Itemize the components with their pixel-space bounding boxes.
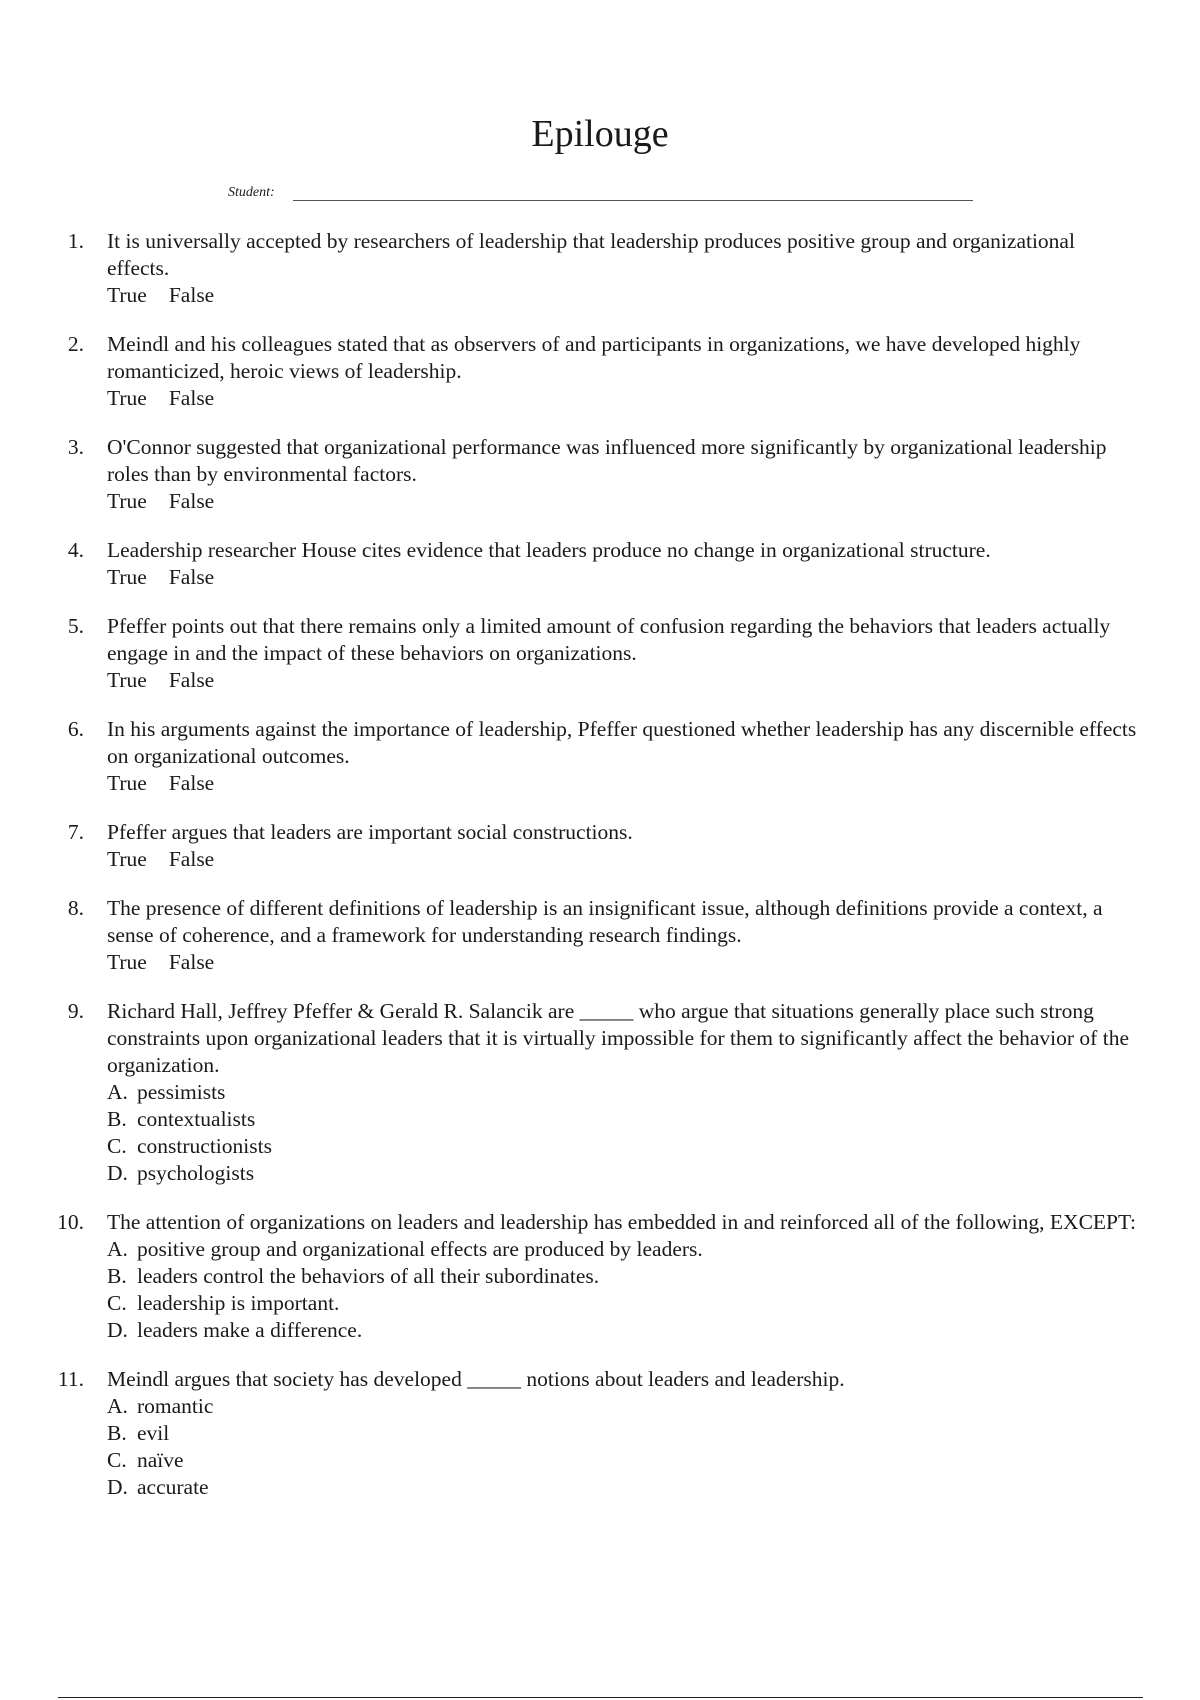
answer-option-letter: D.: [107, 1161, 128, 1185]
answer-option-text: leaders make a difference.: [137, 1318, 363, 1342]
question-number: 1.: [67, 229, 84, 253]
question-number: 5.: [67, 614, 84, 638]
question-list: [0, 228, 1200, 1523]
question-item: [0, 1366, 1200, 1501]
false-option[interactable]: False: [168, 489, 215, 513]
answer-option-letter: D.: [107, 1318, 128, 1342]
question-body: [107, 716, 1137, 797]
answer-option-text: positive group and organizational effects are produced by leaders.: [137, 1237, 703, 1261]
answer-option-letter: A.: [107, 1080, 128, 1104]
question-item: [0, 895, 1200, 976]
question-item: [0, 716, 1200, 797]
true-false-options: [107, 949, 1137, 976]
question-item: [0, 434, 1200, 515]
answer-option[interactable]: [107, 1317, 1137, 1344]
answer-option-text: naïve: [137, 1448, 184, 1472]
answer-option[interactable]: [107, 1474, 1137, 1501]
false-option[interactable]: False: [168, 950, 215, 974]
true-false-options: [107, 282, 1137, 309]
question-text: Meindl and his colleagues stated that as observers of and participants in organizations, we have developed highly romanticized, heroic views of leadership.: [107, 332, 1081, 383]
question-item: [0, 1209, 1200, 1344]
question-text: Richard Hall, Jeffrey Pfeffer & Gerald R. Salancik are _____ who argue that situations generally place such strong constraints upon organizational leaders that it is virtually impossible for them to significantly affect the behavior of the organization.: [107, 999, 1129, 1077]
question-number: 4.: [67, 538, 84, 562]
question-body: [107, 819, 1137, 873]
question-body: [107, 1209, 1137, 1344]
answer-option-letter: B.: [107, 1421, 127, 1445]
question-item: [0, 613, 1200, 694]
answer-option-letter: B.: [107, 1107, 127, 1131]
answer-option-letter: C.: [107, 1134, 127, 1158]
answer-option[interactable]: [107, 1236, 1137, 1263]
answer-option-text: leaders control the behaviors of all their subordinates.: [137, 1264, 600, 1288]
question-text: It is universally accepted by researchers of leadership that leadership produces positive group and organizational effects.: [107, 229, 1075, 280]
true-false-options: [107, 667, 1137, 694]
question-item: [0, 819, 1200, 873]
answer-option[interactable]: [107, 1447, 1137, 1474]
question-body: [107, 1366, 1137, 1501]
false-option[interactable]: False: [168, 771, 215, 795]
answer-option[interactable]: [107, 1263, 1137, 1290]
answer-option-letter: A.: [107, 1237, 128, 1261]
question-item: [0, 998, 1200, 1187]
question-body: [107, 895, 1137, 976]
question-body: [107, 998, 1137, 1187]
answer-option-text: constructionists: [137, 1134, 272, 1158]
question-number: 6.: [67, 717, 84, 741]
question-text: O'Connor suggested that organizational performance was influenced more significantly by organizational leadership roles than by environmental factors.: [107, 435, 1107, 486]
answer-option-letter: A.: [107, 1394, 128, 1418]
true-option[interactable]: True: [107, 668, 147, 692]
true-option[interactable]: True: [107, 771, 147, 795]
question-text: Meindl argues that society has developed _____ notions about leaders and leadership.: [107, 1367, 845, 1391]
footer-divider: [58, 1697, 1143, 1698]
answer-option[interactable]: [107, 1133, 1137, 1160]
answer-option-text: evil: [137, 1421, 170, 1445]
true-option[interactable]: True: [107, 283, 147, 307]
answer-option-letter: C.: [107, 1448, 127, 1472]
answer-option[interactable]: [107, 1290, 1137, 1317]
answer-option[interactable]: [107, 1420, 1137, 1447]
answer-option-letter: B.: [107, 1264, 127, 1288]
answer-option-text: romantic: [137, 1394, 214, 1418]
false-option[interactable]: False: [168, 847, 215, 871]
question-item: [0, 228, 1200, 309]
question-item: [0, 331, 1200, 412]
answer-option[interactable]: [107, 1160, 1137, 1187]
true-option[interactable]: True: [107, 489, 147, 513]
true-false-options: [107, 385, 1137, 412]
true-false-options: [107, 488, 1137, 515]
question-text: In his arguments against the importance of leadership, Pfeffer questioned whether leadership has any discernible effects on organizational outcomes.: [107, 717, 1137, 768]
student-name-line[interactable]: [293, 200, 973, 201]
question-number: 11.: [57, 1367, 84, 1391]
question-number: 7.: [67, 820, 84, 844]
question-item: [0, 537, 1200, 591]
question-text: Pfeffer points out that there remains only a limited amount of confusion regarding the behaviors that leaders actually engage in and the impact of these behaviors on organizations.: [107, 614, 1111, 665]
question-number: 10.: [57, 1210, 84, 1234]
answer-option-text: accurate: [137, 1475, 209, 1499]
answer-option[interactable]: [107, 1393, 1137, 1420]
true-option[interactable]: True: [107, 847, 147, 871]
answer-option-text: pessimists: [137, 1080, 226, 1104]
question-body: [107, 228, 1137, 309]
answer-option-text: psychologists: [137, 1161, 255, 1185]
true-false-options: [107, 564, 1137, 591]
question-body: [107, 331, 1137, 412]
answer-option[interactable]: [107, 1079, 1137, 1106]
question-number: 2.: [67, 332, 84, 356]
answer-option-letter: C.: [107, 1291, 127, 1315]
page-title: Epilouge: [531, 113, 669, 155]
false-option[interactable]: False: [168, 283, 215, 307]
question-text: The attention of organizations on leaders and leadership has embedded in and reinforced all of the following, EXCEPT:: [107, 1210, 1137, 1234]
question-body: [107, 537, 1137, 591]
answer-option-text: leadership is important.: [137, 1291, 340, 1315]
question-number: 8.: [67, 896, 84, 920]
question-text: The presence of different definitions of leadership is an insignificant issue, although definitions provide a context, a sense of coherence, and a framework for understanding research findings.: [107, 896, 1103, 947]
answer-option[interactable]: [107, 1106, 1137, 1133]
true-option[interactable]: True: [107, 950, 147, 974]
question-body: [107, 434, 1137, 515]
true-false-options: [107, 846, 1137, 873]
answer-option-letter: D.: [107, 1475, 128, 1499]
student-label: Student:: [228, 185, 275, 200]
question-number: 3.: [67, 435, 84, 459]
false-option[interactable]: False: [168, 565, 215, 589]
false-option[interactable]: False: [168, 668, 215, 692]
question-text: Pfeffer argues that leaders are important social constructions.: [107, 820, 633, 844]
question-body: [107, 613, 1137, 694]
true-option[interactable]: True: [107, 565, 147, 589]
true-false-options: [107, 770, 1137, 797]
question-number: 9.: [67, 999, 84, 1023]
true-option[interactable]: True: [107, 386, 147, 410]
answer-option-text: contextualists: [137, 1107, 256, 1131]
false-option[interactable]: False: [168, 386, 215, 410]
question-text: Leadership researcher House cites evidence that leaders produce no change in organizational structure.: [107, 538, 991, 562]
